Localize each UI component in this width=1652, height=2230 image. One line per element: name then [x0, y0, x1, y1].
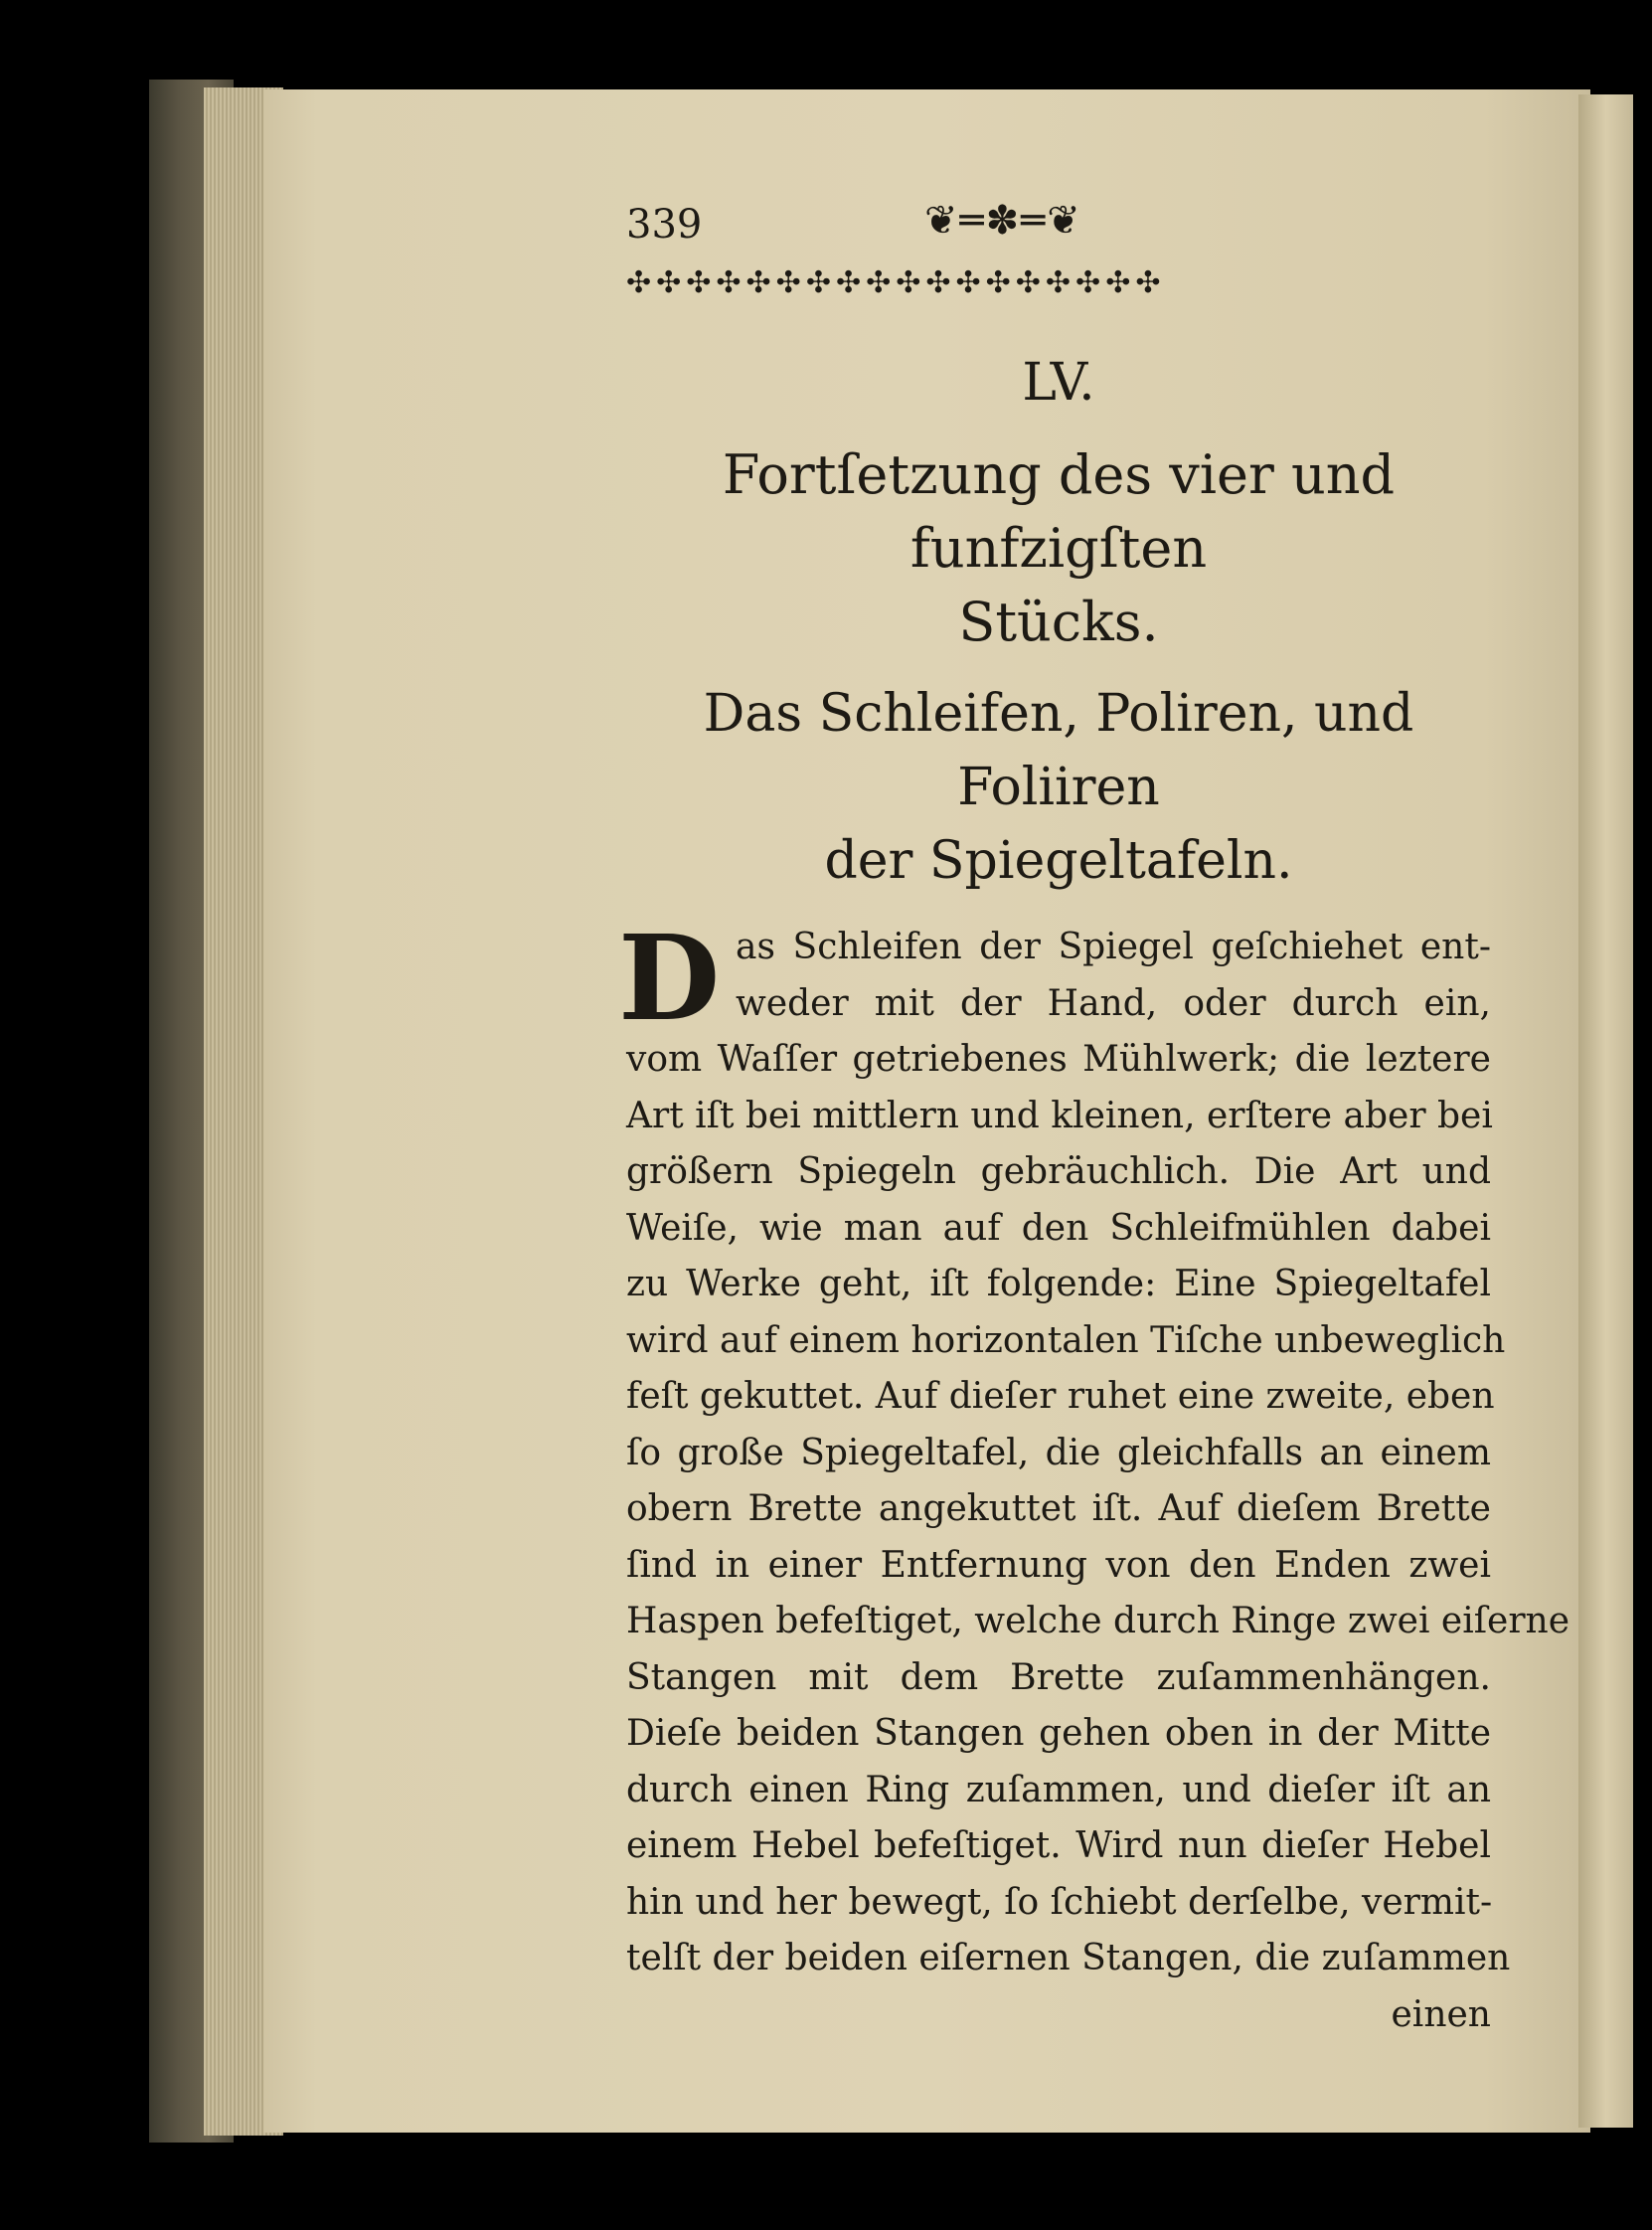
page-number: 339 — [626, 202, 703, 248]
text-line: vom Waſſer getriebenes Mühlwerk; die leztere — [626, 1039, 1491, 1080]
text-line: telſt der beiden eiſernen Stangen, die zuſammen — [626, 1938, 1511, 1978]
text-line: Haspen befeſtiget, welche durch Ringe zwei eiſerne — [626, 1601, 1570, 1641]
text-line: weder mit der Hand, oder durch ein, — [736, 982, 1491, 1024]
body-text — [618, 909, 1570, 2043]
section-title-line: der Spiegeltafeln. — [824, 831, 1293, 891]
chapter-title-line: Fortſetzung des vier und funfzigſten — [722, 443, 1396, 580]
text-line: obern Brette angekuttet iſt. Auf dieſem Brette — [626, 1488, 1491, 1529]
section-title — [626, 677, 1491, 898]
text-line: ſo große Spiegeltafel, die gleichfalls an einem — [626, 1432, 1491, 1473]
text-line: größern Spiegeln gebräuchlich. Die Art und — [626, 1151, 1491, 1192]
text-line: ſind in einer Entfernung von den Enden zwei — [626, 1544, 1491, 1586]
gutter-shadow — [1578, 94, 1633, 2128]
chapter-title-line: Stücks. — [958, 591, 1159, 653]
text-line: Dieſe beiden Stangen gehen oben in der Mitte — [626, 1713, 1491, 1754]
text-line: Art iſt bei mittlern und kleinen, erſtere aber bei — [626, 1095, 1493, 1136]
ornament-rule: ✣✣✣✣✣✣✣✣✣✣✣✣✣✣✣✣✣✣ — [626, 265, 1166, 300]
catchword: einen — [1391, 1993, 1491, 2035]
text-line: as Schleifen der Spiegel geſchiehet ent- — [736, 927, 1491, 967]
drop-cap: D — [618, 909, 721, 1047]
chapter-number: LV. — [1022, 353, 1095, 413]
chapter-title — [626, 438, 1491, 659]
text-line: einem Hebel befeſtiget. Wird nun dieſer Hebel — [626, 1825, 1491, 1866]
running-header — [626, 194, 1491, 263]
header-ornament-icon: ❦═✽═❦ — [924, 198, 1082, 244]
text-line: hin und her bewegt, ſo ſchiebt derſelbe, vermit- — [626, 1881, 1493, 1923]
text-line: Stangen mit dem Brette zuſammenhängen. — [626, 1656, 1491, 1698]
text-line: wird auf einem horizontalen Tiſche unbeweglich — [626, 1319, 1506, 1361]
text-line: durch einen Ring zuſammen, und dieſer iſt an — [626, 1769, 1491, 1810]
text-line: feſt gekuttet. Auf dieſer ruhet eine zweite, eben — [626, 1376, 1495, 1417]
text-block — [618, 194, 1570, 2043]
text-line: Weiſe, wie man auf den Schleifmühlen dabei — [626, 1207, 1491, 1249]
text-line: zu Werke geht, iſt folgende: Eine Spiegeltafel — [626, 1264, 1491, 1304]
section-title-line: Das Schleifen, Poliren, und Foliiren — [703, 684, 1414, 817]
